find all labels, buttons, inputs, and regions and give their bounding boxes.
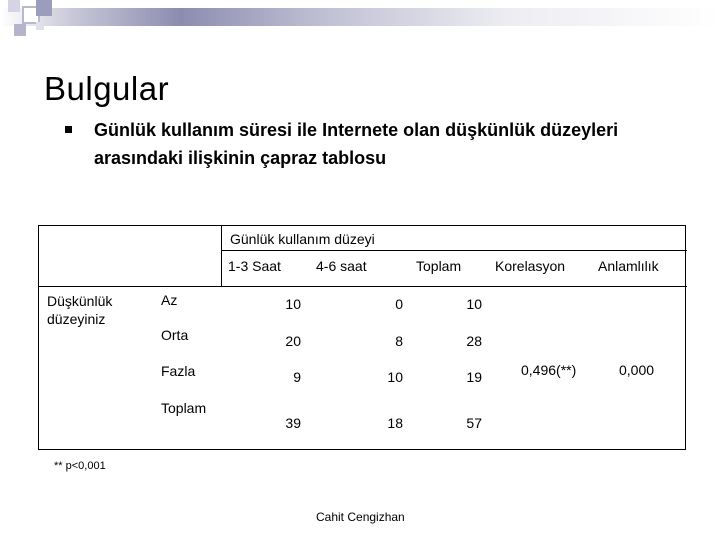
deco-square [8,0,20,12]
table-cell: 9 [293,369,301,385]
table-divider [39,286,687,287]
table-cell: 10 [387,369,403,385]
correlation-value: 0,496(**) [521,362,577,378]
col-header-korelasyon: Korelasyon [495,258,566,274]
row-label: Toplam [161,400,207,416]
table-cell: 0 [395,296,403,312]
row-group-label-text: Düşkünlük düzeyiniz [47,293,113,327]
table-cell: 10 [466,296,482,312]
author-name: Cahit Cengizhan [316,510,405,524]
row-group-label [47,292,147,328]
footnote: ** p<0,001 [54,460,106,472]
table-cell: 10 [285,296,301,312]
table-cell: 20 [285,333,301,349]
deco-square [36,22,44,30]
table-divider [221,250,687,251]
row-label: Orta [161,327,189,343]
col-header-toplam: Toplam [416,258,462,274]
table-cell: 39 [285,415,301,431]
deco-square [36,0,52,16]
row-label: Fazla [161,363,196,379]
deco-square [14,24,26,36]
row-label: Az [161,292,178,308]
col-header-4-6-saat: 4-6 saat [316,258,367,274]
significance-value: 0,000 [619,362,655,378]
col-header-anlamlilik: Anlamlılık [598,258,659,274]
cross-table [38,225,686,450]
table-cell: 19 [466,369,482,385]
slide-title: Bulgular [44,70,170,107]
table-cell: 57 [466,415,482,431]
table-cell: 18 [387,415,403,431]
col-header-1-3-saat: 1-3 Saat [228,258,281,274]
table-cell: 28 [466,333,482,349]
bullet-text: Günlük kullanım süresi ile Internete olan düşkünlük düzeyleri arasındaki ilişkinin çapraz tablosu [94,120,619,168]
header-gradient-band [0,8,720,26]
table-divider [221,226,222,286]
table-cell: 8 [395,333,403,349]
group-header: Günlük kullanım düzeyi [230,231,375,247]
bullet-square-icon [65,126,72,133]
